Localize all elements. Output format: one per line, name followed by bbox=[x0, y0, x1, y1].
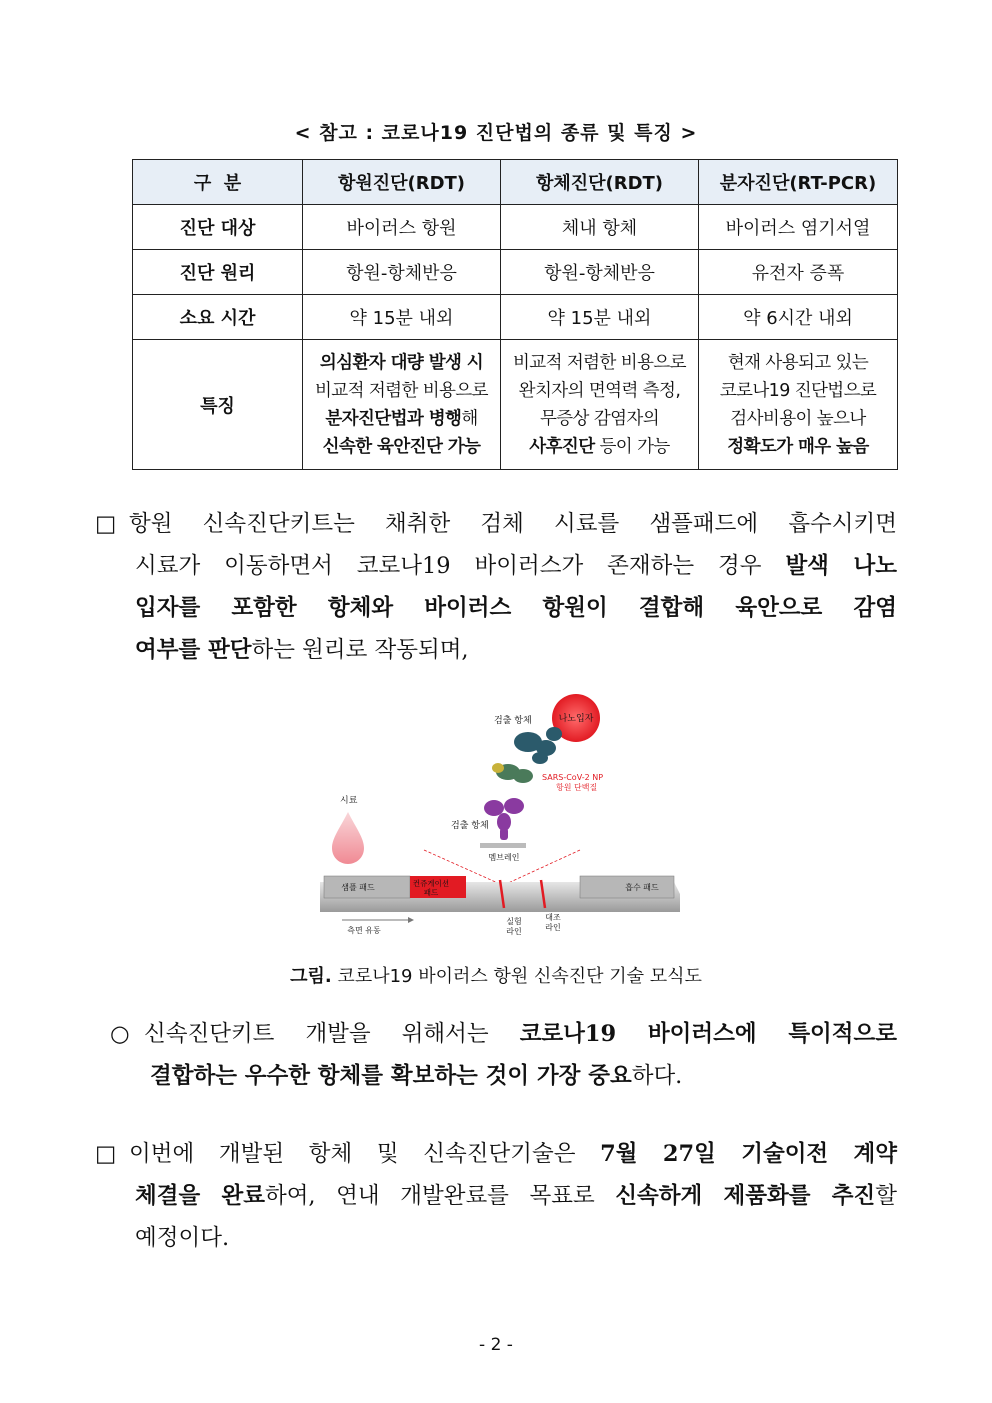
feature-text: 의심환자 대량 발생 시 bbox=[319, 352, 484, 373]
figure-caption-label: 그림. bbox=[290, 966, 332, 987]
antibody-bottom-icon bbox=[484, 798, 524, 840]
diagnosis-comparison-table bbox=[132, 159, 898, 470]
diagram-svg bbox=[318, 690, 688, 940]
feature-text: 비교적 저렴한 비용으로 bbox=[513, 352, 686, 373]
antibody-top-icon bbox=[514, 727, 562, 764]
table-cell: 약 15분 내외 bbox=[501, 295, 699, 340]
feature-text bbox=[505, 433, 694, 461]
label-detect-antibody-top: 검출 항체 bbox=[494, 716, 532, 726]
text: 이번에 개발된 항체 및 신속진단기술은 bbox=[129, 1141, 601, 1167]
text-bold: 여부를 판단 bbox=[135, 637, 252, 663]
feature-text: 신속한 육안진단 가능 bbox=[322, 436, 481, 457]
table-cell: 항원-항체반응 bbox=[501, 250, 699, 295]
label-sample-pad: 샘플 패드 bbox=[341, 883, 375, 892]
label-conjugation-1: 컨쥬게이션 bbox=[412, 879, 450, 888]
label-sample: 시료 bbox=[340, 796, 358, 806]
text-bold: 7월 27일 기술이전 계약 bbox=[600, 1141, 897, 1167]
reference-title: < 참고 : 코로나19 진단법의 종류 및 특징 > bbox=[294, 122, 698, 144]
table-cell: 약 15분 내외 bbox=[303, 295, 501, 340]
text: 할 bbox=[875, 1183, 897, 1209]
text: 예정이다. bbox=[135, 1225, 230, 1251]
feature-cell-antibody bbox=[501, 340, 699, 470]
page-number: - 2 - bbox=[479, 1335, 513, 1355]
table-header-row bbox=[133, 160, 898, 205]
text-bold: 발색 나노 bbox=[785, 553, 897, 579]
table-cell: 바이러스 염기서열 bbox=[699, 205, 898, 250]
label-control-line-1: 대조 bbox=[545, 913, 561, 922]
paragraph-line bbox=[95, 545, 897, 587]
figure-caption-text: 코로나19 바이러스 항원 신속진단 기술 모식도 bbox=[331, 966, 702, 987]
paragraph-line bbox=[110, 1013, 897, 1055]
paragraph-line bbox=[95, 1217, 897, 1259]
np-antigen-icon bbox=[492, 763, 533, 783]
table-cell: 항원-항체반응 bbox=[303, 250, 501, 295]
feature-text: 현재 사용되고 있는 bbox=[727, 352, 869, 373]
label-test-line-2: 라인 bbox=[506, 927, 522, 936]
label-nanoparticle: 나노입자 bbox=[558, 714, 594, 724]
text: 하는 원리로 작동되며, bbox=[251, 637, 469, 663]
feature-text-normal: 해 bbox=[461, 408, 478, 429]
table-row bbox=[133, 295, 898, 340]
paragraph-line bbox=[110, 1055, 897, 1097]
text: 하다. bbox=[631, 1063, 683, 1089]
paragraph-line bbox=[95, 503, 897, 545]
checkbox-bullet: □ bbox=[95, 1141, 117, 1167]
feature-text bbox=[307, 405, 496, 433]
text: 하여, 연내 개발완료를 목표로 bbox=[264, 1183, 616, 1209]
feature-cell-antigen bbox=[303, 340, 501, 470]
text-bold: 입자를 포함한 항체와 바이러스 항원이 결합해 육안으로 감염 bbox=[135, 595, 897, 621]
feature-text: 정확도가 매우 높음 bbox=[727, 436, 869, 457]
text-bold: 코로나19 바이러스에 특이적으로 bbox=[519, 1021, 897, 1047]
table-row bbox=[133, 250, 898, 295]
label-lateral-flow: 측면 유동 bbox=[347, 926, 381, 935]
paragraph-1 bbox=[95, 503, 897, 671]
label-absorbent-pad: 흡수 패드 bbox=[625, 883, 659, 892]
feature-text: 완치자의 면역력 측정, bbox=[518, 380, 681, 401]
label-np-2: 항원 단백질 bbox=[556, 783, 598, 792]
text-bold: 결합하는 우수한 항체를 확보하는 것이 가장 중요 bbox=[150, 1063, 632, 1089]
header-antigen: 항원진단(RDT) bbox=[303, 160, 501, 205]
label-control-line-2: 라인 bbox=[545, 923, 561, 932]
label-np-1: SARS-CoV-2 NP bbox=[542, 773, 604, 782]
feature-text: 코로나19 진단법으로 bbox=[719, 380, 877, 401]
label-detect-antibody-bottom: 검출 항체 bbox=[451, 821, 489, 831]
feature-text: 무증상 감염자의 bbox=[539, 408, 660, 429]
sample-drop-icon bbox=[332, 812, 364, 864]
text-bold: 신속하게 제품화를 추진 bbox=[615, 1183, 876, 1209]
label-membrane: 멤브레인 bbox=[488, 853, 520, 862]
sub-point bbox=[110, 1013, 897, 1097]
feature-cell-molecular bbox=[699, 340, 898, 470]
table-cell: 약 6시간 내외 bbox=[699, 295, 898, 340]
text: 시료가 이동하면서 코로나19 바이러스가 존재하는 경우 bbox=[135, 553, 786, 579]
row-label: 특징 bbox=[133, 340, 303, 470]
feature-text: 검사비용이 높으나 bbox=[730, 408, 866, 429]
paragraph-line bbox=[95, 587, 897, 629]
row-label: 소요 시간 bbox=[133, 295, 303, 340]
table-row bbox=[133, 205, 898, 250]
text-bold: 체결을 완료 bbox=[135, 1183, 265, 1209]
paragraph-line bbox=[95, 1175, 897, 1217]
header-molecular: 분자진단(RT-PCR) bbox=[699, 160, 898, 205]
paragraph-2 bbox=[95, 1133, 897, 1259]
membrane-bar bbox=[480, 843, 526, 848]
table-cell: 유전자 증폭 bbox=[699, 250, 898, 295]
feature-text-normal: 등이 가능 bbox=[594, 436, 670, 457]
text: 항원 신속진단키트는 채취한 검체 시료를 샘플패드에 흡수시키면 bbox=[129, 511, 897, 537]
row-label: 진단 대상 bbox=[133, 205, 303, 250]
feature-text-bold: 사후진단 bbox=[529, 436, 595, 457]
circle-bullet: ○ bbox=[110, 1021, 130, 1047]
row-label: 진단 원리 bbox=[133, 250, 303, 295]
paragraph-line bbox=[95, 1133, 897, 1175]
label-test-line-1: 실험 bbox=[506, 917, 522, 926]
figure-caption bbox=[0, 962, 992, 988]
table-cell: 바이러스 항원 bbox=[303, 205, 501, 250]
feature-text: 비교적 저렴한 비용으로 bbox=[315, 380, 488, 401]
table-row-features bbox=[133, 340, 898, 470]
label-conjugation-2: 패드 bbox=[423, 888, 439, 897]
header-category: 구 분 bbox=[133, 160, 303, 205]
rapid-test-diagram bbox=[318, 690, 688, 940]
text: 신속진단키트 개발을 위해서는 bbox=[144, 1021, 520, 1047]
table-cell: 체내 항체 bbox=[501, 205, 699, 250]
paragraph-line bbox=[95, 629, 897, 671]
checkbox-bullet: □ bbox=[95, 511, 117, 537]
feature-text-bold: 분자진단법과 병행 bbox=[325, 408, 462, 429]
header-antibody: 항체진단(RDT) bbox=[501, 160, 699, 205]
